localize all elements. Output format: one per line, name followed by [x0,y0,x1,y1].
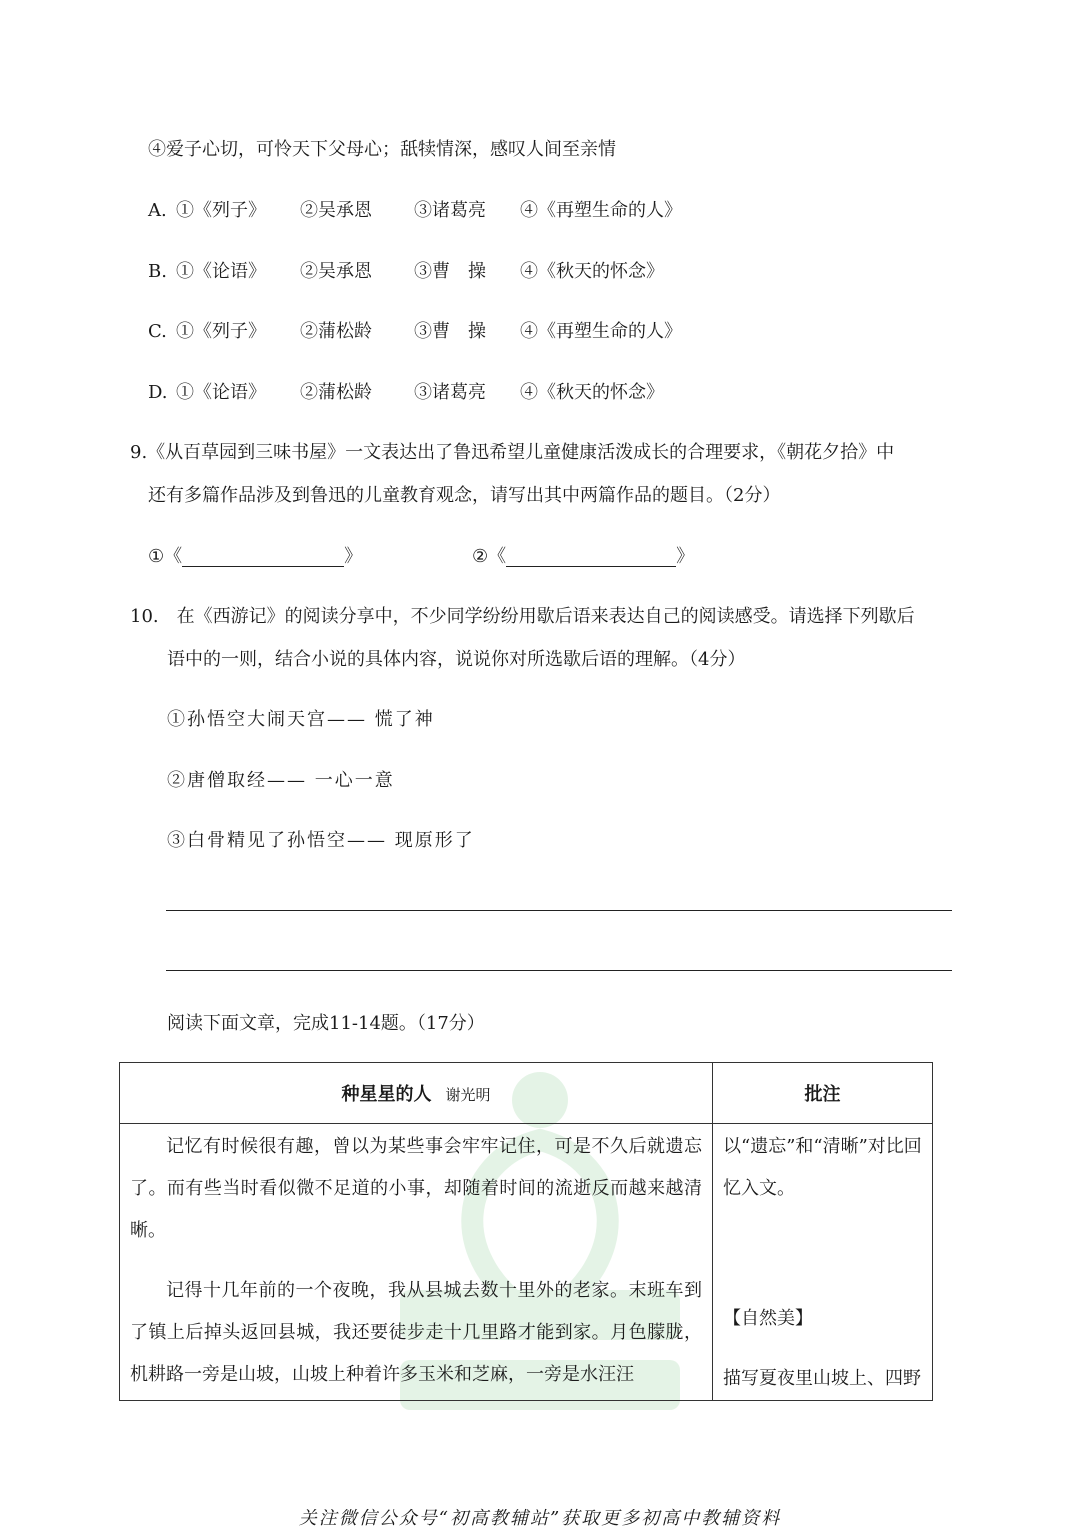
reading-intro: 阅读下面文章，完成11-14题。（17分） [167,1013,485,1034]
passage-paragraph: 记得十几年前的一个夜晚，我从县城去数十里外的老家。末班车到了镇上后掉头返回县城，我还要徒步走十几里路才能到家。月色朦胧，机耕路一旁是山坡，山坡上种着许多玉米和芝麻，一旁是水汪汪 [130,1280,702,1385]
option-part: ②吴承恩 [300,261,372,282]
q10-item: ③白骨精见了孙悟空—— 现原形了 [167,830,475,851]
option-part: ③诸葛亮 [414,200,486,221]
option-part: ①《列子》 [176,321,266,342]
passage-table [119,1062,933,1401]
q10-item: ①孙悟空大闹天宫—— 慌了神 [167,709,435,730]
option-part: ④《再塑生命的人》 [520,321,682,342]
q8-item4: ④爱子心切，可怜天下父母心；舐犊情深，感叹人间至亲情 [148,139,616,160]
passage-body [120,1124,713,1401]
option-letter: A. [148,200,167,221]
q9-blank-1[interactable] [148,545,362,569]
q10-question-line1: 10. 在《西游记》的阅读分享中，不少同学纷纷用歇后语来表达自己的阅读感受。请选择下列歇后 [130,606,915,627]
annotation-column [713,1124,933,1401]
blank-open: ②《 [472,546,507,567]
q9-blank-2[interactable] [472,545,694,569]
blank-open: ①《 [148,546,183,567]
option-part: ②吴承恩 [300,200,372,221]
answer-blank[interactable] [506,548,676,567]
q8-option-d[interactable] [148,381,664,405]
annotation-text: 描写夏夜里山坡上、四野 [723,1368,921,1389]
option-letter: D. [148,382,168,403]
q9-question-line1: 9.《从百草园到三味书屋》一文表达出了鲁迅希望儿童健康活泼成长的合理要求，《朝花夕拾》中 [130,442,895,463]
passage-author: 谢光明 [445,1086,491,1104]
passage-paragraph: 记忆有时候很有趣，曾以为某些事会牢牢记住，可是不久后就遗忘了。而有些当时看似微不足道的小事，却随着时间的流逝反而越来越清晰。 [130,1136,702,1241]
blank-close: 》 [676,546,695,567]
footer-notice: 关注微信公众号“初高教辅站”获取更多初高中教辅资料 [298,1508,782,1529]
answer-line[interactable] [166,970,952,971]
blank-close: 》 [344,546,363,567]
q10-question-line2: 语中的一则，结合小说的具体内容，说说你对所选歇后语的理解。（4分） [167,649,746,670]
annotation-text: 以“遗忘”和“清晰”对比回忆入文。 [723,1136,922,1199]
option-part: ①《列子》 [176,200,266,221]
option-part: ③诸葛亮 [414,382,486,403]
q8-option-c[interactable] [148,320,682,344]
q8-option-b[interactable] [148,260,664,284]
option-part: ①《论语》 [176,261,266,282]
passage-title-cell [120,1063,713,1124]
option-part: ②蒲松龄 [300,321,372,342]
q10-item: ②唐僧取经—— 一心一意 [167,770,395,791]
answer-line[interactable] [166,910,952,911]
option-part: ③曹 操 [414,321,486,342]
option-part: ②蒲松龄 [300,382,372,403]
option-part: ①《论语》 [176,382,266,403]
option-letter: B. [148,261,167,282]
note-header: 批注 [713,1063,933,1124]
passage-title: 种星星的人 [341,1084,432,1105]
option-part: ④《再塑生命的人》 [520,200,682,221]
option-part: ④《秋天的怀念》 [520,382,664,403]
option-part: ④《秋天的怀念》 [520,261,664,282]
annotation-tag: 【自然美】 [723,1308,813,1329]
option-letter: C. [148,321,167,342]
q9-question-line2: 还有多篇作品涉及到鲁迅的儿童教育观念，请写出其中两篇作品的题目。（2分） [148,485,781,506]
answer-blank[interactable] [182,548,344,567]
q8-option-a[interactable] [148,199,682,223]
option-part: ③曹 操 [414,261,486,282]
